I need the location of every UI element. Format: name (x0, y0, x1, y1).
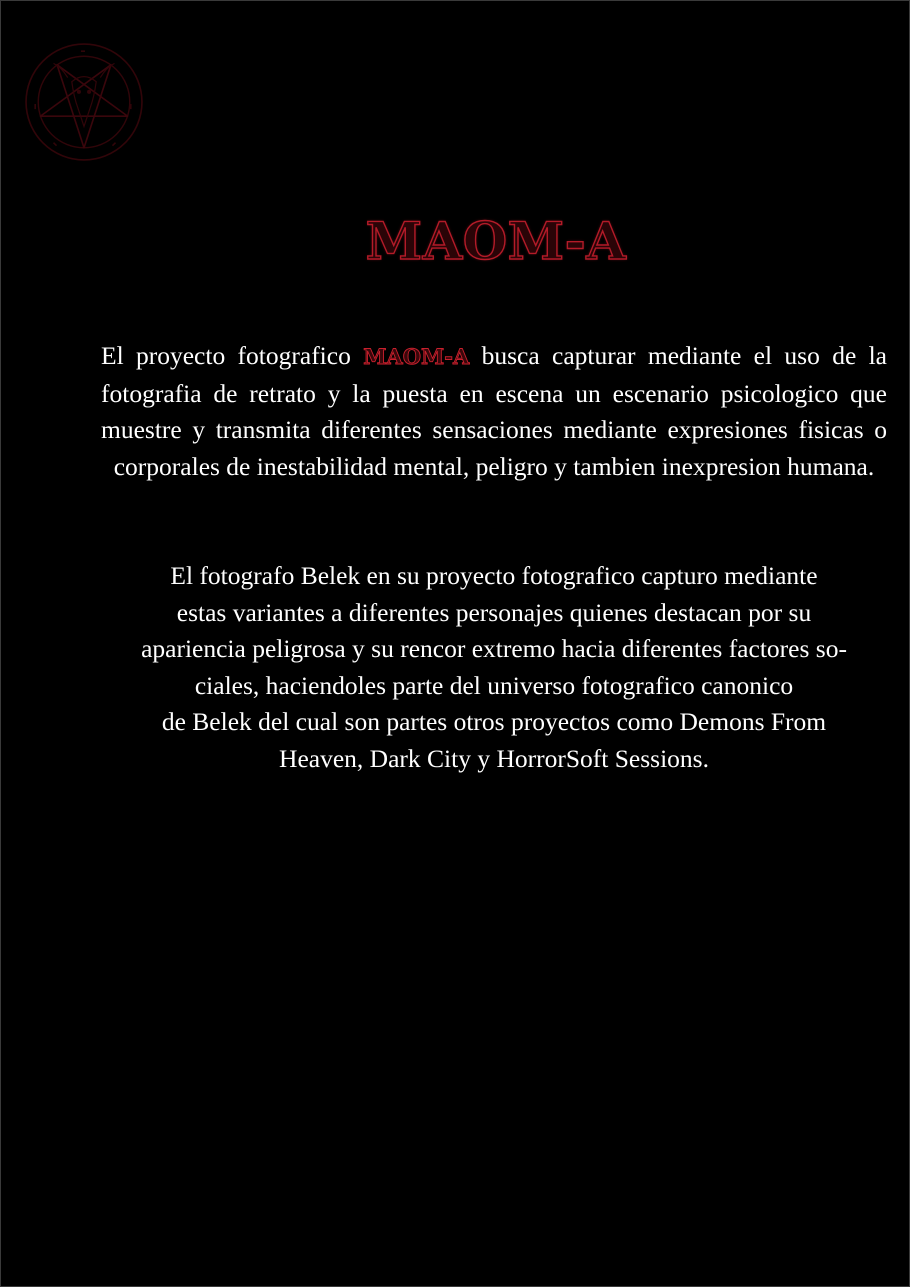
paragraph-line: estas variantes a diferentes personajes quienes destacan por su (176, 597, 812, 627)
intro-text-before: El proyecto fotografico (101, 341, 364, 370)
pentagram-seal-icon (23, 41, 145, 163)
paragraph-line: Heaven, Dark City y HorrorSoft Sessions. (279, 743, 709, 773)
paragraph-line: apariencia peligrosa y su rencor extremo hacia diferentes factores so- (141, 634, 847, 663)
paragraph-line: ciales, haciendoles parte del universo fotografico canonico (194, 670, 794, 700)
intro-text-after: busca capturar mediante el uso de la fotografia de retrato y la puesta en escena un escenario psicologico que muestre y transmita diferentes sensaciones mediante expresiones fisicas o corporales de inestabilidad mental, peligro y tambien inexpresion humana. (101, 341, 888, 481)
paragraph-line: de Belek del cual son partes otros proyectos como Demons From (161, 707, 827, 736)
paragraph-line: El fotografo Belek en su proyecto fotografico capturo mediante (170, 561, 818, 590)
photographer-paragraph (101, 558, 887, 777)
intro-paragraph (101, 338, 887, 485)
project-name-highlight: MAOM-A (363, 344, 470, 369)
page-title: MAOM-A (365, 212, 627, 272)
